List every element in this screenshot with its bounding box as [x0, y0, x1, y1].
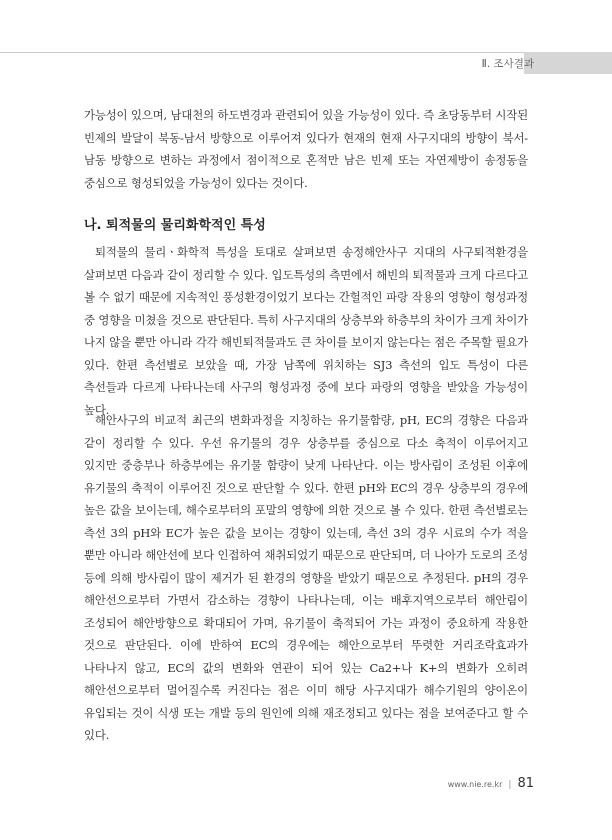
- section-title: 나. 퇴적물의 물리화학적인 특성: [84, 218, 266, 233]
- body-paragraph-2: 해안사구의 비교적 최근의 변화과정을 지칭하는 유기물함량, pH, EC의 경향은 다음과 같이 정리할 수 있다. 우선 유기물의 경우 상층부를 중심으로 다소 축적이 이루어지고 있지만 중층부나 하층부에는 유기물 함량이 낮게 나타난다. 이는 방사림이 조성된 이후에 유기물의 축적이 이루어진 것으로 판단할 수 있다. 한편 pH와 EC의 경우 상층부의 경우에 높은 값을 보이는데, 해수로부터의 포말의 영향에 의한 것으로 볼 수 있다. 한편 측선별로는 측선 3의 pH와 EC가 높은 값을 보이는 경향이 있는데, 측선 3의 경우 시료의 수가 적을 뿐만 아니라 해안선에 보다 인접하여 채취되었기 때문으로 판단되며, 더 나아가 도로의 조성 등에 의해 방사림이 많이 제거가 된 환경의 영향을 받았기 때문으로 추정된다. pH의 경우 해안선으로부터 가면서 감소하는 경향이 나타나는데, 이는 배후지역으로부터 해안림이 조성되어 해안방향으로 확대되어 가며, 유기물이 축적되어 가는 과정이 중요하게 작용한 것으로 판단된다. 이에 반하여 EC의 경우에는 해안으로부터 뚜렷한 거리조락효과가 나타나지 않고, EC의 값의 변화와 연관이 되어 있는 Ca2+나 K+의 변화가 오히려 해안선으로부터 멀어질수록 커진다는 점은 이미 해당 사구지대가 해수기원의 양이온이 유입되는 것이 식생 또는 개발 등의 원인에 의해 재조정되고 있다는 점을 보여준다고 할 수 있다.: [84, 413, 528, 742]
- footer-separator: |: [508, 780, 512, 790]
- footer-url: www.nie.re.kr: [447, 780, 503, 789]
- header-rule: [0, 52, 524, 53]
- header-tab-block: [524, 52, 612, 74]
- body-paragraph-1: 퇴적물의 물리ㆍ화학적 특성을 토대로 살펴보면 송정해안사구 지대의 사구퇴적환경을 살펴보면 다음과 같이 정리할 수 있다. 입도특성의 측면에서 해빈의 퇴적물과 크게 다르다고 볼 수 없기 때문에 지속적인 풍성환경이었기 보다는 간헐적인 파랑 작용의 영향이 형성과정 중 영향을 미쳤을 것으로 판단된다. 특히 사구지대의 상층부와 하층부의 차이가 크게 차이가 나지 않을 뿐만 아니라 각각 해빈퇴적물과도 큰 차이를 보이지 않는다는 점은 주목할 필요가 있다. 한편 측선별로 보았을 때, 가장 남쪽에 위치하는 SJ3 측선의 입도 특성이 다른 측선들과 다르게 나타나는데 사구의 형성과정 중에 보다 파랑의 영향을 받았을 가능성이 높다.: [84, 245, 528, 417]
- intro-paragraph: 가능성이 있으며, 남대천의 하도변경과 관련되어 있을 가능성이 있다. 즉 초당동부터 시작된 빈제의 발달이 북동-남서 방향으로 이루어져 있다가 현재의 현재 사구지대의 방향이 북서-남동 방향으로 변하는 과정에서 점이적으로 혼적만 남은 빈제 또는 자연제방이 송정동을 중심으로 형성되었을 가능성이 있다는 것이다.: [84, 108, 528, 190]
- page-number: 81: [517, 776, 534, 791]
- page-footer: [448, 776, 534, 791]
- running-header: Ⅱ. 조사결과: [481, 58, 534, 70]
